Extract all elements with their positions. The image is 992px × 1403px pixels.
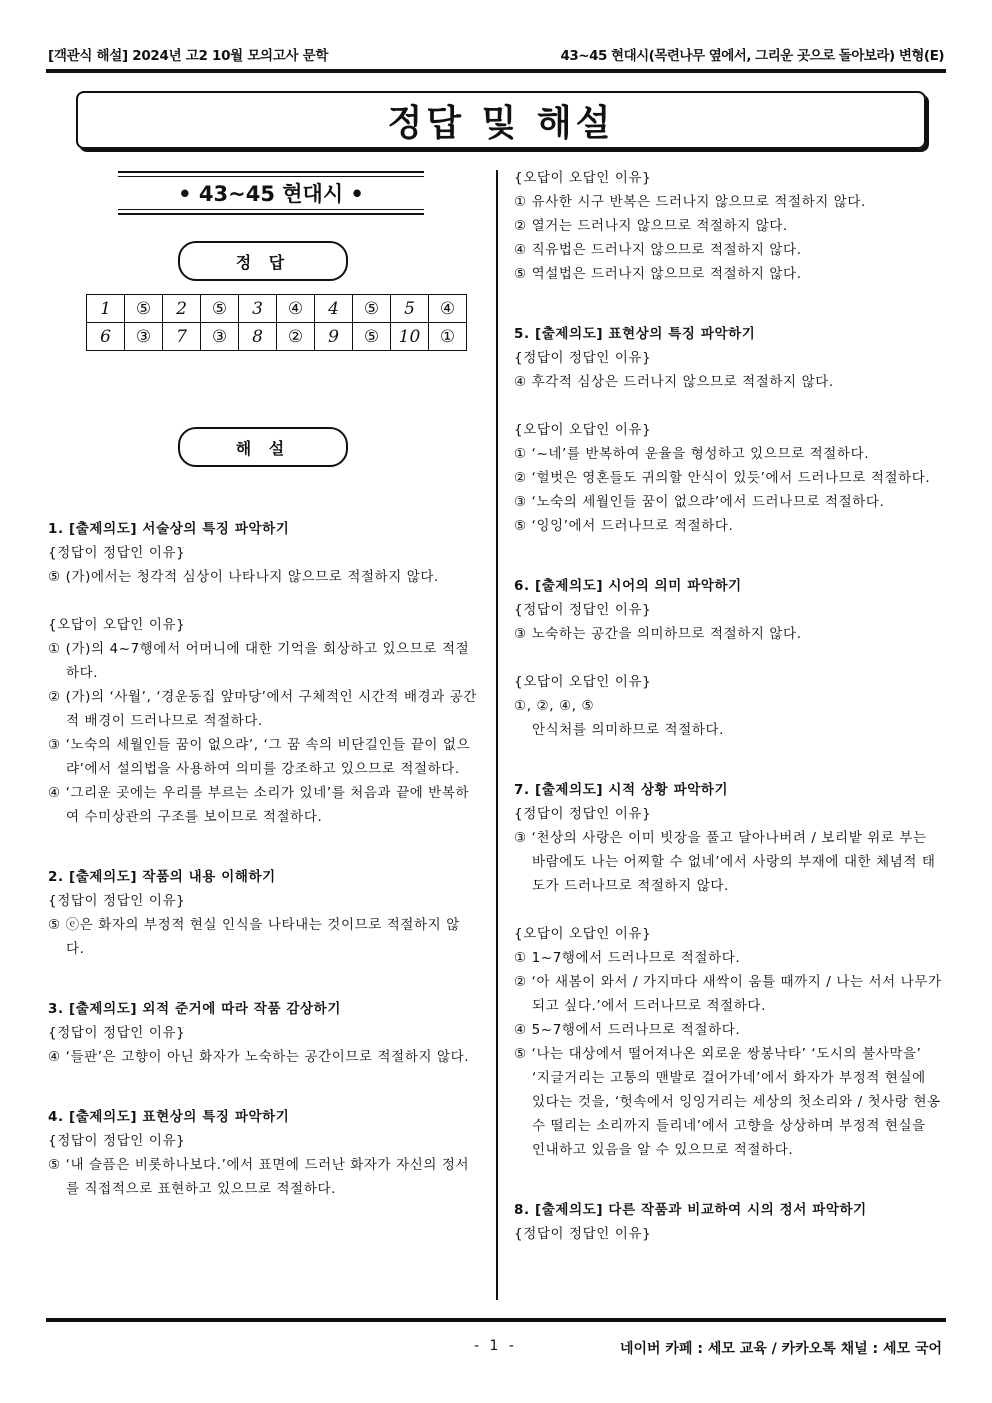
explanation-item: ①, ②, ④, ⑤ xyxy=(514,698,595,714)
wrong-reason-label: {오답이 오답인 이유} xyxy=(514,674,652,690)
explanation-item: ⑤ ‘나는 대상에서 떨어져나온 외로운 쌍봉낙타’ ‘도시의 불사막을’ ‘지글거리는 고통의 맨발로 걸어가네’에서 화자가 부정적 현실에 있다는 것을, ‘헛속에서 잉잉거리는 세상의 첫소리와 / 첫사랑 현옹수 떨리는 소리까지 들리네’에서 고향을 상상하며 부정적 현실을 인내하고 있음을 알 수 있으므로 적절하다. xyxy=(514,1046,941,1158)
explanation-item: ③ ‘천상의 사랑은 이미 빗장을 풀고 달아나버려 / 보리밭 위로 부는 바람에도 나는 어찌할 수 없네’에서 사랑의 부재에 대한 체념적 태도가 드러나므로 적절하지 않다. xyxy=(514,830,936,894)
explanation-item: 안식처를 의미하므로 적절하다. xyxy=(532,722,725,738)
explanation-item: ① 유사한 시구 반복은 드러나지 않으므로 적절하지 않다. xyxy=(514,194,866,210)
explanation-item: ④ ‘들판’은 고향이 아닌 화자가 노숙하는 공간이므로 적절하지 않다. xyxy=(48,1049,470,1065)
page-title: 정답 및 해설 xyxy=(76,91,926,149)
section-title xyxy=(118,171,424,215)
correct-reason-label: {정답이 정답인 이유} xyxy=(514,602,652,618)
answer-choice: ③ xyxy=(201,323,239,351)
answer-choice: ① xyxy=(429,323,467,351)
right-column xyxy=(514,166,944,1246)
answer-number: 10 xyxy=(391,323,429,351)
correct-reason-label: {정답이 정답인 이유} xyxy=(48,1133,186,1149)
answer-number: 9 xyxy=(315,323,353,351)
explanation-item: ④ 후각적 심상은 드러나지 않으므로 적절하지 않다. xyxy=(514,374,834,390)
column-divider xyxy=(496,170,498,1300)
explanation-item: ① (가)의 4~7행에서 어머니에 대한 기억을 회상하고 있으므로 적절하다. xyxy=(48,641,470,681)
answer-number: 8 xyxy=(239,323,277,351)
correct-reason-label: {정답이 정답인 이유} xyxy=(514,350,652,366)
page-number: - 1 - xyxy=(474,1338,517,1354)
table-row xyxy=(87,295,467,323)
explanation-item: ④ ‘그리운 곳에는 우리를 부르는 소리가 있네’를 처음과 끝에 반복하여 수미상관의 구조를 보이므로 적절하다. xyxy=(48,785,470,825)
wrong-reason-label: {오답이 오답인 이유} xyxy=(514,422,652,438)
explanation-item: ⑤ ‘잉잉’에서 드러나므로 적절하다. xyxy=(514,518,734,534)
wrong-reason-label: {오답이 오답인 이유} xyxy=(48,617,186,633)
explain-label: 해 설 xyxy=(178,427,348,467)
answer-number: 1 xyxy=(87,295,125,323)
correct-reason-label: {정답이 정답인 이유} xyxy=(514,806,652,822)
header-left: [객관식 해설] 2024년 고2 10월 모의고사 문학 xyxy=(48,48,329,64)
correct-reason-label: {정답이 정답인 이유} xyxy=(514,1226,652,1242)
question-heading: 4. [출제의도] 표현상의 특징 파악하기 xyxy=(48,1109,290,1125)
answer-number: 3 xyxy=(239,295,277,323)
question-heading: 5. [출제의도] 표현상의 특징 파악하기 xyxy=(514,326,756,342)
explanation-item: ⑤ (가)에서는 청각적 심상이 나타나지 않으므로 적절하지 않다. xyxy=(48,569,439,585)
answer-number: 2 xyxy=(163,295,201,323)
question-heading: 1. [출제의도] 서술상의 특징 파악하기 xyxy=(48,521,290,537)
explanation-item: ③ ‘노숙의 세월인들 꿈이 없으랴’, ‘그 꿈 속의 비단길인들 끝이 없으랴’에서 설의법을 사용하여 의미를 강조하고 있으므로 적절하다. xyxy=(48,737,471,777)
footer-credit: 네이버 카페 : 세모 교육 / 카카오톡 채널 : 세모 국어 xyxy=(619,1341,942,1357)
explanation-item: ② 열거는 드러나지 않으므로 적절하지 않다. xyxy=(514,218,788,234)
wrong-reason-label: {오답이 오답인 이유} xyxy=(514,926,652,942)
header-right: 43~45 현대시(목련나무 옆에서, 그리운 곳으로 돌아보라) 변형(E) xyxy=(560,48,944,64)
question-heading: 6. [출제의도] 시어의 의미 파악하기 xyxy=(514,578,742,594)
answer-choice: ④ xyxy=(277,295,315,323)
table-row xyxy=(87,323,467,351)
section-title-text: • 43~45 현대시 • xyxy=(178,182,364,206)
question-heading: 8. [출제의도] 다른 작품과 비교하여 시의 정서 파악하기 xyxy=(514,1202,867,1218)
answer-choice: ⑤ xyxy=(201,295,239,323)
explanation-item: ① 1~7행에서 드러나므로 적절하다. xyxy=(514,950,741,966)
answer-choice: ④ xyxy=(429,295,467,323)
explanation-item: ④ 5~7행에서 드러나므로 적절하다. xyxy=(514,1022,741,1038)
answer-number: 5 xyxy=(391,295,429,323)
question-heading: 2. [출제의도] 작품의 내용 이해하기 xyxy=(48,869,276,885)
header-rule xyxy=(46,69,946,73)
question-heading: 7. [출제의도] 시적 상황 파악하기 xyxy=(514,782,729,798)
explanation-item: ⑤ ‘내 슬픔은 비롯하나보다.’에서 표면에 드러난 화자가 자신의 정서를 직접적으로 표현하고 있으므로 적절하다. xyxy=(48,1157,470,1197)
explanation-item: ③ 노숙하는 공간을 의미하므로 적절하지 않다. xyxy=(514,626,802,642)
answer-number: 6 xyxy=(87,323,125,351)
explanation-item: ⑤ ⓔ은 화자의 부정적 현실 인식을 나타내는 것이므로 적절하지 않다. xyxy=(48,917,460,957)
answer-label: 정 답 xyxy=(178,241,348,281)
explanation-item: ④ 직유법은 드러나지 않으므로 적절하지 않다. xyxy=(514,242,802,258)
correct-reason-label: {정답이 정답인 이유} xyxy=(48,1025,186,1041)
question-heading: 3. [출제의도] 외적 준거에 따라 작품 감상하기 xyxy=(48,1001,341,1017)
explanation-item: ② ‘헐벗은 영혼들도 귀의할 안식이 있듯’에서 드러나므로 적절하다. xyxy=(514,470,931,486)
answer-choice: ⑤ xyxy=(353,323,391,351)
answer-choice: ② xyxy=(277,323,315,351)
correct-reason-label: {정답이 정답인 이유} xyxy=(48,893,186,909)
answer-choice: ③ xyxy=(125,323,163,351)
correct-reason-label: {정답이 정답인 이유} xyxy=(48,545,186,561)
explanation-item: ① ‘~네’를 반복하여 운율을 형성하고 있으므로 적절하다. xyxy=(514,446,870,462)
footer-rule xyxy=(46,1318,946,1322)
explanation-item: ⑤ 역설법은 드러나지 않으므로 적절하지 않다. xyxy=(514,266,802,282)
left-column xyxy=(48,517,478,1201)
explanation-item: ② ‘아 새봄이 와서 / 가지마다 새싹이 움틀 때까지 / 나는 서서 나무가 되고 싶다.’에서 드러나므로 적절하다. xyxy=(514,974,942,1014)
answer-choice: ⑤ xyxy=(125,295,163,323)
explanation-item: ③ ‘노숙의 세월인들 꿈이 없으랴’에서 드러나므로 적절하다. xyxy=(514,494,885,510)
answer-choice: ⑤ xyxy=(353,295,391,323)
explanation-item: ② (가)의 ‘사월’, ‘경운동집 앞마당’에서 구체적인 시간적 배경과 공간적 배경이 드러나므로 적절하다. xyxy=(48,689,478,729)
wrong-reason-label: {오답이 오답인 이유} xyxy=(514,170,652,186)
answer-number: 7 xyxy=(163,323,201,351)
answer-number: 4 xyxy=(315,295,353,323)
answer-table xyxy=(86,294,467,351)
